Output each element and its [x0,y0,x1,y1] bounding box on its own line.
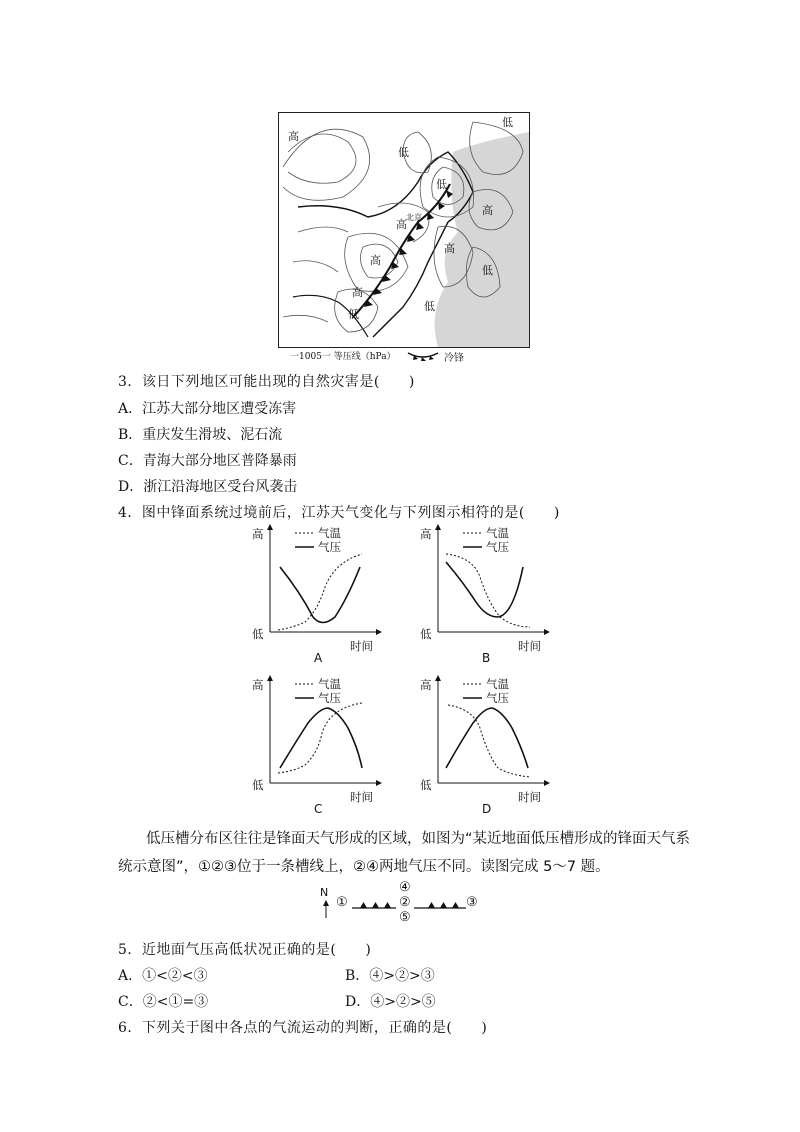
legend-pressure-label: 气压 [318,540,341,554]
q3-option-c: C．青海大部分地区普降暴雨 [118,453,297,469]
map-label-high-4: 高 [444,242,455,255]
q3-stem: 3．该日下列地区可能出现的自然灾害是( ) [118,374,415,390]
map-label-high-6: 高 [352,286,363,299]
map-label-low-4: 低 [482,264,493,277]
legend-isobar: 一1005一 等压线（hPa） [290,352,396,362]
q5-option-a: A．①<②<③ [118,968,208,984]
axis-low-label: 低 [252,627,264,641]
map-legend [290,347,530,363]
point-2: ② [399,895,411,910]
map-label-low-5: 低 [348,308,359,321]
axis-time-label: 时间 [518,790,541,804]
chart-b-svg [418,522,553,650]
intro-line-2: 统示意图”，①②③位于一条槽线上，②④两地气压不同。读图完成 5～7 题。 [118,859,610,875]
axis-time-label: 时间 [518,639,541,653]
axis-high-label: 高 [420,527,432,541]
q3-option-a: A．江苏大部分地区遭受冻害 [118,401,297,417]
pressure-curve [446,708,528,768]
north-arrow-icon [321,899,331,919]
map-label-high-5: 高 [370,254,381,267]
q5-option-b: B．④>②>③ [345,968,435,984]
q5-option-c: C．②<①=③ [118,994,209,1010]
chart-a [250,522,385,654]
legend-temp-label: 气温 [318,677,341,691]
axis-low-label: 低 [420,627,432,641]
axis-time-label: 时间 [350,639,373,653]
north-label: N [320,886,329,899]
chart-b-caption: B [482,651,491,665]
chart-c [250,673,385,805]
q3-option-b: B．重庆发生滑坡、泥石流 [118,427,283,443]
legend-front: 冷锋 [444,353,464,364]
map-label-city: 北京 [406,213,422,222]
trough-diagram [318,880,488,926]
map-label-high-3: 高 [482,204,493,217]
pressure-curve [280,567,360,623]
map-label-high-1: 高 [288,130,299,143]
chart-a-svg [250,522,385,650]
front-line [352,898,468,912]
axis-low-label: 低 [252,778,264,792]
chart-d-caption: D [482,802,492,816]
chart-b [418,522,553,654]
legend-temp-label: 气温 [318,526,341,540]
legend-temp-label: 气温 [486,677,509,691]
weather-map [278,112,530,348]
intro-line-1: 低压槽分布区往往是锋面天气形成的区域，如图为“某近地面低压槽形成的锋面天气系 [146,831,691,847]
chart-d-svg [418,673,553,801]
axis-low-label: 低 [420,778,432,792]
axis-high-label: 高 [252,678,264,692]
legend-pressure-label: 气压 [486,540,509,554]
axis-high-label: 高 [420,678,432,692]
legend-pressure-label: 气压 [318,691,341,705]
q6-stem: 6．下列关于图中各点的气流运动的判断，正确的是( ) [118,1020,488,1036]
point-1: ① [336,895,348,910]
point-4: ④ [399,880,411,895]
q5-stem: 5．近地面气压高低状况正确的是( ) [118,942,372,958]
map-label-high-2: 高 [396,218,407,231]
cold-front-legend-icon [406,349,440,361]
axis-time-label: 时间 [350,790,373,804]
legend-temp-label: 气温 [486,526,509,540]
chart-d [418,673,553,805]
map-label-low-1: 低 [398,146,409,159]
point-3: ③ [466,895,478,910]
point-5: ⑤ [399,910,411,925]
map-label-low-3: 低 [502,116,513,129]
q5-option-d: D．④>②>⑤ [345,994,436,1010]
legend-pressure-label: 气压 [486,691,509,705]
map-label-low-6: 低 [424,300,435,313]
chart-c-svg [250,673,385,801]
q3-option-d: D．浙江沿海地区受台风袭击 [118,479,298,495]
chart-a-caption: A [314,651,323,665]
chart-c-caption: C [314,802,323,816]
temperature-curve [278,703,362,773]
axis-high-label: 高 [252,527,264,541]
map-label-low-2: 低 [436,178,447,191]
q4-stem: 4．图中锋面系统过境前后，江苏天气变化与下列图示相符的是( ) [118,505,560,521]
